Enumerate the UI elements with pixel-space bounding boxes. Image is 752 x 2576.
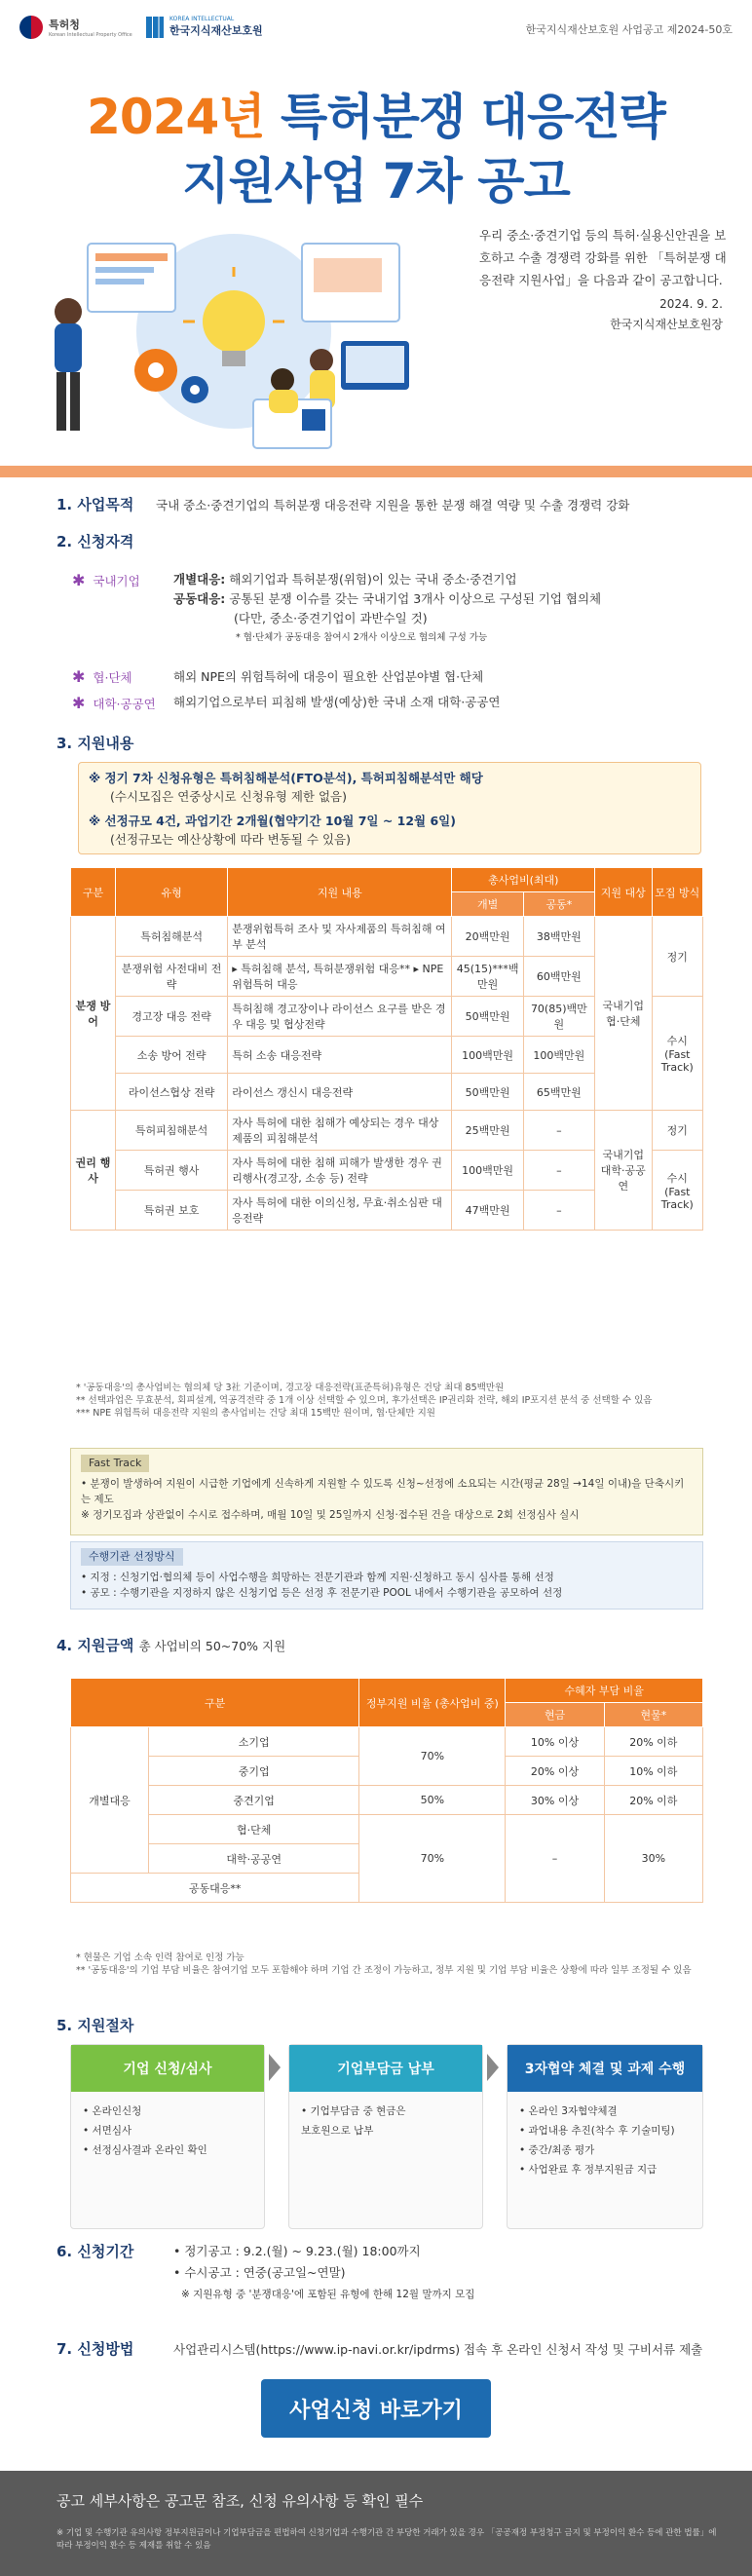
row-joint: 100백만원	[523, 1037, 594, 1074]
apply-button[interactable]: 사업신청 바로가기	[261, 2379, 491, 2438]
gov-ratio: 70%	[359, 1727, 506, 1786]
row-content: ▸ 특허침해 분석, 특허분쟁위험 대응** ▸ NPE 위험특허 대응	[228, 957, 452, 997]
row-type: 소송 방어 전략	[116, 1037, 228, 1074]
step3-item: • 사업완료 후 정부지원금 지급	[519, 2164, 658, 2176]
period-rolling: • 수시공고 : 연중(공고일~연말)	[173, 2265, 346, 2280]
step1-item: • 선정심사결과 온라인 확인	[83, 2144, 207, 2156]
row-ind: 50백만원	[452, 1074, 523, 1111]
logo1-name: 특허청	[49, 19, 80, 31]
star-icon: ✱	[72, 694, 86, 712]
announcement-org: 한국지식재산보호원장	[610, 318, 723, 331]
process-step-2	[288, 2044, 483, 2229]
row-type: 특허권 행사	[116, 1151, 228, 1191]
selection-method-box	[70, 1541, 703, 1610]
row-content: 라이선스 갱신시 대응전략	[228, 1074, 452, 1111]
domestic-label: 국내기업	[93, 574, 140, 588]
row-joint: 공동대응**	[71, 1874, 359, 1903]
announcement-date: 2024. 9. 2.	[659, 297, 723, 311]
row-joint: 38백만원	[523, 917, 594, 957]
fast-track-text2: ※ 정기모집과 상관없이 수시로 접수하며, 매월 10일 및 25일까지 신청·접수된 건을 대상으로 2회 선정심사 실시	[81, 1509, 580, 1521]
section4-title	[56, 1635, 285, 1655]
row-kind: 20% 이하	[604, 1727, 702, 1757]
domestic-details	[173, 570, 601, 648]
section4-title-rest: 총 사업비의 50~70% 지원	[138, 1639, 286, 1653]
row-type: 경고장 대응 전략	[116, 997, 228, 1037]
row-name: 협·단체	[149, 1815, 359, 1844]
footnote: ** 선택과업은 무효분석, 회피설계, 역공격전략 중 1개 이상 선택할 수 있으며, 후가선택은 IP권리화 전략, 해외 IP포지션 분석 중 선택할 수 있음	[76, 1395, 653, 1406]
th-beneficiary-ratio: 수혜자 부담 비율	[506, 1679, 703, 1703]
logo2-sub: KOREA INTELLECTUAL	[169, 16, 235, 22]
assoc-details	[173, 664, 500, 715]
row-joint: –	[523, 1151, 594, 1191]
step2-item: • 기업부담금 중 현금은	[301, 2105, 406, 2117]
note2-sub: (선정규모는 예산상황에 따라 변동될 수 있음)	[110, 832, 351, 847]
row-joint: 60백만원	[523, 957, 594, 997]
star-icon: ✱	[72, 571, 86, 589]
assoc-text: 해외 NPE의 위험특허에 대응이 필요한 산업분야별 협·단체	[173, 669, 484, 684]
footnote: * '공동대응'의 총사업비는 협의체 당 3社 기준이며, 경고장 대응전략(표준특허)유형은 건당 최대 85백만원	[76, 1383, 505, 1393]
row-joint: 65백만원	[523, 1074, 594, 1111]
hero-illustration	[10, 214, 458, 458]
row-ind: 20백만원	[452, 917, 523, 957]
kipo-logo	[19, 16, 132, 39]
step1-head: 기업 신청/심사	[71, 2045, 264, 2092]
section2-body	[72, 570, 140, 592]
process-step-3	[507, 2044, 703, 2229]
page-title-line1	[0, 78, 752, 148]
footnote: * 현물은 기업 소속 인력 참여로 인정 가능	[76, 1952, 244, 1963]
step2-head: 기업부담금 납부	[289, 2045, 482, 2092]
row-ind: 25백만원	[452, 1111, 523, 1151]
period-note: ※ 지원유형 중 '분쟁대응'에 포함된 유형에 한해 12월 말까지 모집	[181, 2289, 475, 2300]
joint-note: * 협·단체가 공동대응 참여시 2개사 이상으로 협의체 구성 가능	[236, 632, 488, 643]
funding-table	[70, 1678, 703, 1903]
row-content: 특허침해 경고장이나 라이선스 요구를 받은 경우 대응 및 협상전략	[228, 997, 452, 1037]
row-cash: –	[506, 1815, 604, 1903]
row-ind: 100백만원	[452, 1151, 523, 1191]
th-cash: 현금	[506, 1703, 604, 1727]
step1-item: • 온라인신청	[83, 2105, 142, 2117]
footnote: *** NPE 위험특허 대응전략 지원의 총사업비는 건당 최대 15백만 원이며, 협·단체만 지원	[76, 1408, 435, 1419]
section2-title: 2. 신청자격	[56, 533, 134, 550]
table-row	[71, 917, 703, 957]
univ-label: 대학·공공연	[93, 697, 156, 711]
method-regular: 정기	[652, 1111, 702, 1151]
th-type: 유형	[116, 868, 228, 917]
method-rolling: 수시 (Fast Track)	[652, 1151, 702, 1231]
gov-ratio: 70%	[359, 1815, 506, 1903]
selection-method-text2: • 공모 : 수행기관을 지정하지 않은 신청기업 등은 선정 후 전문기관 POOL 내에서 수행기관을 공모하여 선정	[81, 1587, 563, 1599]
assoc-row	[72, 664, 156, 717]
row-content: 분쟁위험특허 조사 및 자사제품의 특허침해 여부 분석	[228, 917, 452, 957]
gov-ratio: 50%	[359, 1786, 506, 1815]
th-category: 구분	[71, 868, 116, 917]
header	[0, 0, 752, 58]
indiv-text: 해외기업과 특허분쟁(위험)이 있는 국내 중소·중견기업	[229, 572, 517, 587]
note1: ※ 정기 7차 신청유형은 특허침해분석(FTO분석), 특허피침해분석만 해당	[89, 771, 483, 785]
row-content: 자사 특허에 대한 침해 피해가 발생한 경우 권리행사(경고장, 소송 등) 전략	[228, 1151, 452, 1191]
taegeuk-icon	[19, 16, 43, 39]
row-ind: 45(15)***백만원	[452, 957, 523, 997]
intro-text: 우리 중소·중견기업 등의 특허·실용신안권을 보호하고 수출 경쟁력 강화를 위한 「특허분쟁 대응전략 지원사업」을 다음과 같이 공고합니다.	[479, 228, 727, 287]
footer-main: 공고 세부사항은 공고문 참조, 신청 유의사항 등 확인 필수	[56, 2492, 424, 2510]
title-year: 2024년	[87, 89, 265, 145]
footer	[0, 2471, 752, 2576]
document-number: 한국지식재산보호원 사업공고 제2024-50호	[525, 23, 733, 36]
th-target: 지원 대상	[595, 868, 653, 917]
section6-body	[173, 2241, 474, 2305]
divider-bar	[0, 466, 752, 477]
section3-note-box	[78, 762, 701, 854]
section1-title: 1. 사업목적	[56, 496, 134, 513]
title-line1-text: 특허분쟁 대응전략	[281, 89, 665, 145]
row-name: 소기업	[149, 1727, 359, 1757]
th-method: 모집 방식	[652, 868, 702, 917]
th-gov-ratio: 정부지원 비율 (총사업비 중)	[359, 1679, 506, 1727]
row-cash: 20% 이상	[506, 1757, 604, 1786]
support-content-table	[70, 867, 703, 1231]
row-joint: 70(85)백만원	[523, 997, 594, 1037]
row-kind: 20% 이하	[604, 1786, 702, 1815]
th-in-kind: 현물*	[604, 1703, 702, 1727]
table2-footnotes	[76, 1951, 709, 1977]
footer-small: ※ 기업 및 수행기관 유의사항 정부지원금이나 기업부담금을 편법하여 신청기업과 수행기관 간 부당한 거래가 있을 경우 「공공재정 부정청구 금지 및 부정이익 환수 등에 관한 법률」에 따라 부정이익 환수 등 제재를 취할 수 있음	[56, 2528, 717, 2551]
row-joint: –	[523, 1191, 594, 1231]
step3-head: 3자협약 체결 및 과제 수행	[508, 2045, 702, 2092]
row-type: 특허권 보호	[116, 1191, 228, 1231]
joint-label: 공동대응:	[173, 591, 226, 606]
period-regular: • 정기공고 : 9.2.(월) ~ 9.23.(월) 18:00까지	[173, 2244, 421, 2258]
group-defense: 분쟁 방어	[71, 917, 116, 1111]
step1-item: • 서면심사	[83, 2125, 132, 2137]
section4-title-text: 4. 지원금액	[56, 1637, 134, 1654]
row-type: 특허피침해분석	[116, 1111, 228, 1151]
table1-footnotes	[76, 1382, 709, 1420]
section7-title: 7. 신청방법	[56, 2340, 134, 2358]
univ-text: 해외기업으로부터 피침해 발생(예상)한 국내 소재 대학·공공연	[173, 695, 501, 709]
row-type: 특허침해분석	[116, 917, 228, 957]
arrow-right-icon	[269, 2054, 281, 2081]
arrow-right-icon	[487, 2054, 499, 2081]
section3-title: 3. 지원내용	[56, 735, 134, 752]
th-joint: 공동*	[523, 892, 594, 917]
table-row	[71, 1727, 703, 1757]
method-rolling: 수시 (Fast Track)	[652, 997, 702, 1111]
joint-sub: (다만, 중소·중견기업이 과반수일 것)	[234, 611, 428, 625]
target-defense: 국내기업 협·단체	[595, 917, 653, 1111]
joint-text: 공통된 분쟁 이슈를 갖는 국내기업 3개사 이상으로 구성된 기업 협의체	[229, 591, 602, 606]
page-title-line2: 지원사업 7차 공고	[182, 153, 570, 209]
section7-text: 사업관리시스템(https://www.ip-navi.or.kr/ipdrms) 접속 후 온라인 신청서 작성 및 구비서류 제출	[173, 2342, 703, 2357]
table-row	[71, 1111, 703, 1151]
assoc-label: 협·단체	[93, 670, 132, 685]
th-budget: 총사업비(최대)	[452, 868, 595, 892]
group-individual: 개별대응	[71, 1727, 149, 1874]
th-category: 구분	[71, 1679, 359, 1727]
step3-item: • 온라인 3자협약체결	[519, 2105, 618, 2117]
table-row	[71, 1815, 703, 1844]
group-enforcement: 권리 행사	[71, 1111, 116, 1231]
selection-method-text1: • 지정 : 신청기업·협의체 등이 사업수행을 희망하는 전문기관과 함께 지원·신청하고 동시 심사를 통해 선정	[81, 1572, 554, 1583]
koipa-logo	[146, 16, 263, 38]
process-step-1	[70, 2044, 265, 2229]
row-cash: 30% 이상	[506, 1786, 604, 1815]
row-name: 대학·공공연	[149, 1844, 359, 1874]
target-enforcement: 국내기업 대학·공공연	[595, 1111, 653, 1231]
fast-track-text1: • 분쟁이 발생하여 지원이 시급한 기업에게 신속하게 지원할 수 있도록 신청~선정에 소요되는 시간(평균 28일 →14일 이내)을 단축시키는 제도	[81, 1478, 685, 1505]
star-icon: ✱	[72, 667, 86, 686]
row-name: 중기업	[149, 1757, 359, 1786]
th-individual: 개별	[452, 892, 523, 917]
table-row	[71, 1786, 703, 1815]
step2-item: 보호원으로 납부	[301, 2125, 374, 2137]
fast-track-tag: Fast Track	[81, 1455, 149, 1472]
section5-title: 5. 지원절차	[56, 2017, 134, 2034]
row-ind: 100백만원	[452, 1037, 523, 1074]
step3-item: • 과업내용 추진(착수 후 기술미팅)	[519, 2125, 675, 2137]
row-cash: 10% 이상	[506, 1727, 604, 1757]
row-kind: 10% 이하	[604, 1757, 702, 1786]
note1-sub: (수시모집은 연중상시로 신청유형 제한 없음)	[110, 789, 347, 804]
row-name: 중견기업	[149, 1786, 359, 1815]
row-type: 라이선스협상 전략	[116, 1074, 228, 1111]
footnote: ** '공동대응'의 기업 부담 비율은 참여기업 모두 포함해야 하며 기업 간 조정이 가능하고, 정부 지원 및 기업 부담 비율은 상황에 따라 일부 조정될 수 있음	[76, 1965, 692, 1976]
row-content: 자사 특허에 대한 이의신청, 무효·취소심판 대응전략	[228, 1191, 452, 1231]
row-ind: 47백만원	[452, 1191, 523, 1231]
th-content: 지원 내용	[228, 868, 452, 917]
row-ind: 50백만원	[452, 997, 523, 1037]
row-kind: 30%	[604, 1815, 702, 1903]
fast-track-box	[70, 1448, 703, 1535]
koipa-icon	[146, 17, 164, 38]
note2: ※ 선정규모 4건, 과업기간 2개월(협약기간 10월 7일 ~ 12월 6일)	[89, 814, 456, 828]
logo2-name: 한국지식재산보호원	[169, 24, 263, 37]
row-content: 자사 특허에 대한 침해가 예상되는 경우 대상제품의 피침해분석	[228, 1111, 452, 1151]
indiv-label: 개별대응:	[173, 572, 226, 587]
section6-title: 6. 신청기간	[56, 2243, 134, 2260]
row-joint: –	[523, 1111, 594, 1151]
step3-item: • 중간/최종 평가	[519, 2144, 595, 2156]
section1-text: 국내 중소·중견기업의 특허분쟁 대응전략 지원을 통한 분쟁 해결 역량 및 수출 경쟁력 강화	[156, 498, 630, 512]
selection-method-tag: 수행기관 선정방식	[81, 1548, 183, 1566]
row-content: 특허 소송 대응전략	[228, 1037, 452, 1074]
row-type: 분쟁위험 사전대비 전략	[116, 957, 228, 997]
logo1-sub: Korean Intellectual Property Office	[49, 32, 132, 38]
method-regular: 정기	[652, 917, 702, 997]
